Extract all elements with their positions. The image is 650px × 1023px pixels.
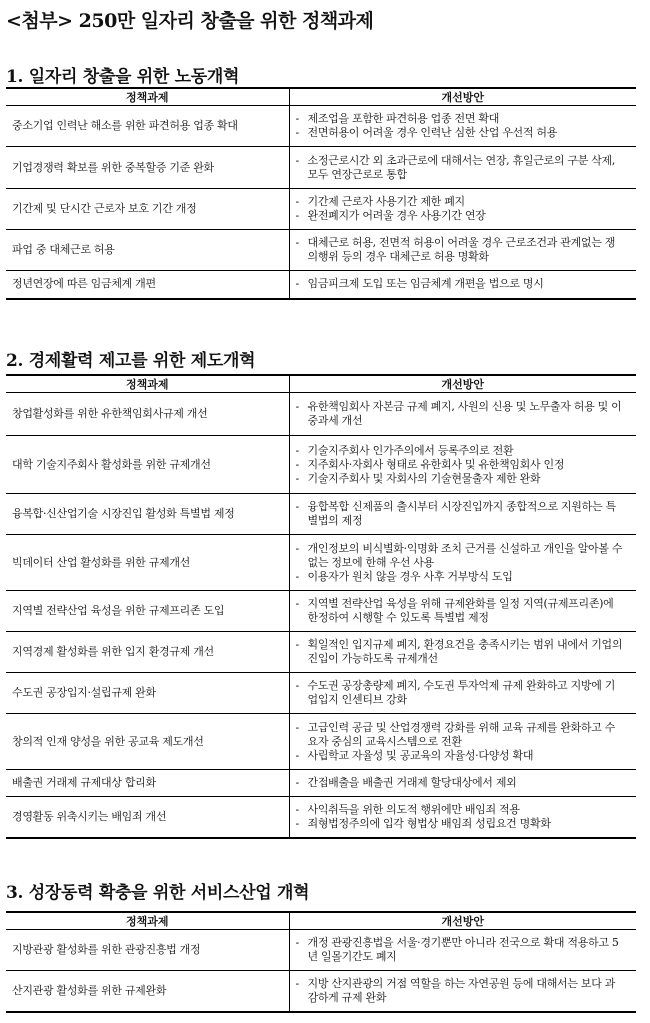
task-cell: 파업 중 대체근로 허용 xyxy=(6,230,289,271)
plan-item: - 개인정보의 비식별화·익명화 조치 근거를 신설하고 개인을 알아볼 수 없는 정보에 한해 우선 사용 xyxy=(295,541,623,569)
task-cell: 빅데이터 산업 활성화를 위한 규제개선 xyxy=(6,535,289,591)
plan-item: - 고급인력 공급 및 산업경쟁력 강화를 위해 교육 규제를 완화하고 수요자 중심의 교육시스템으로 전환 xyxy=(295,720,616,748)
header-task: 정책과제 xyxy=(6,912,289,930)
plan-item: - 사익취득을 위한 의도적 행위에만 배임죄 적용 xyxy=(295,802,520,816)
header-task: 정책과제 xyxy=(6,375,289,393)
table-row xyxy=(6,230,636,271)
table-header xyxy=(6,88,636,106)
plan-item: - 기술지주회사 및 자회사의 기술현물출자 제한 완화 xyxy=(295,471,541,485)
table-row xyxy=(6,106,636,147)
plan-item: - 죄형법정주의에 입각 형법상 배임죄 성립요건 명확화 xyxy=(295,816,551,830)
task-cell: 지역경제 활성화를 위한 입지 환경규제 개선 xyxy=(6,632,289,673)
header-plan: 개선방안 xyxy=(289,912,636,930)
task-cell: 정년연장에 따른 임금체계 개편 xyxy=(6,271,289,299)
header-plan: 개선방안 xyxy=(289,375,636,393)
task-cell: 기간제 및 단시간 근로자 보호 기간 개정 xyxy=(6,189,289,230)
table-row xyxy=(6,797,636,838)
header-plan: 개선방안 xyxy=(289,88,636,106)
plan-cell xyxy=(289,591,636,632)
plan-item: - 융합복합 신제품의 출시부터 시장진입까지 종합적으로 지원하는 특별법의 제정 xyxy=(295,500,616,527)
plan-cell xyxy=(289,714,636,770)
section-3-table xyxy=(6,911,636,1013)
table-row xyxy=(6,147,636,189)
table-header xyxy=(6,375,636,393)
table-row xyxy=(6,189,636,230)
plan-cell xyxy=(289,930,636,971)
table-row xyxy=(6,714,636,770)
plan-cell xyxy=(289,673,636,714)
task-cell: 기업경쟁력 확보를 위한 중복할증 기준 완화 xyxy=(6,147,289,189)
task-cell: 융복합·신산업기술 시장진입 활성화 특별법 제정 xyxy=(6,494,289,535)
table-row xyxy=(6,271,636,299)
plan-cell xyxy=(289,494,636,535)
plan-item: - 지주회사·자회사 형태로 유한회사 및 유한책임회사 인정 xyxy=(295,457,565,471)
table-row xyxy=(6,930,636,971)
task-cell: 산지관광 활성화를 위한 규제완화 xyxy=(6,971,289,1012)
task-cell: 배출권 거래제 규제대상 합리화 xyxy=(6,770,289,797)
table-row xyxy=(6,673,636,714)
table-row xyxy=(6,591,636,632)
plan-item: - 완전폐지가 어려울 경우 사용기간 연장 xyxy=(295,209,486,222)
plan-item: - 지역별 전략산업 육성을 위해 규제완화를 일정 지역(규제프리존)에 한정하여 시행할 수 있도록 특별법 제정 xyxy=(295,597,614,624)
table-row xyxy=(6,971,636,1012)
plan-item: - 획일적인 입지규제 폐지, 환경요건을 충족시키는 범위 내에서 기업의 진입이 가능하도록 규제개선 xyxy=(295,638,623,665)
plan-cell xyxy=(289,106,636,147)
plan-cell xyxy=(289,147,636,189)
plan-cell xyxy=(289,632,636,673)
page-title: <첨부> 250만 일자리 창출을 위한 정책과제 xyxy=(6,10,374,32)
plan-cell xyxy=(289,393,636,436)
table-row xyxy=(6,632,636,673)
plan-item: - 기술지주회사 인가주의에서 등록주의로 전환 xyxy=(295,443,514,457)
plan-cell xyxy=(289,770,636,797)
table-row xyxy=(6,535,636,591)
plan-cell xyxy=(289,436,636,494)
section-2-table xyxy=(6,374,636,839)
header-task: 정책과제 xyxy=(6,88,289,106)
plan-cell xyxy=(289,797,636,838)
task-cell: 대학 기술지주회사 활성화를 위한 규제개선 xyxy=(6,436,289,494)
task-cell: 중소기업 인력난 해소를 위한 파견허용 업종 확대 xyxy=(6,106,289,147)
plan-cell xyxy=(289,189,636,230)
plan-item: - 소정근로시간 외 초과근로에 대해서는 연장, 휴일근로의 구분 삭제, 모두 연장근로로 통합 xyxy=(295,153,616,181)
plan-item: - 이용자가 원치 않을 경우 사후 거부방식 도입 xyxy=(295,569,513,583)
plan-item: - 사립학교 자율성 및 공교육의 자율성·다양성 확대 xyxy=(295,748,534,762)
plan-cell xyxy=(289,271,636,299)
plan-cell xyxy=(289,535,636,591)
table-row xyxy=(6,494,636,535)
task-cell: 지역별 전략산업 육성을 위한 규제프리존 도입 xyxy=(6,591,289,632)
table-row xyxy=(6,393,636,436)
section-1-table xyxy=(6,87,636,300)
plan-item: - 수도권 공장총량제 폐지, 수도권 투자억제 규제 완화하고 지방에 기업입지 인센티브 강화 xyxy=(295,679,616,706)
plan-cell xyxy=(289,230,636,271)
task-cell: 지방관광 활성화를 위한 관광진흥법 개정 xyxy=(6,930,289,971)
section-1-heading: 1. 일자리 창출을 위한 노동개혁 xyxy=(6,67,240,87)
table-row xyxy=(6,436,636,494)
plan-item: - 전면허용이 어려울 경우 인력난 심한 산업 우선적 허용 xyxy=(295,126,558,139)
task-cell: 경영활동 위축시키는 배임죄 개선 xyxy=(6,797,289,838)
section-3-heading: 3. 성장동력 확충을 위한 서비스산업 개혁 xyxy=(6,883,310,903)
plan-item: - 임금피크제 도입 또는 임금체계 개편을 법으로 명시 xyxy=(295,277,544,291)
plan-item: - 간접배출을 배출권 거래제 할당대상에서 제외 xyxy=(295,776,517,789)
table-header xyxy=(6,912,636,930)
plan-cell xyxy=(289,971,636,1012)
section-2-heading: 2. 경제활력 제고를 위한 제도개혁 xyxy=(6,351,256,371)
task-cell: 창의적 인재 양성을 위한 공교육 제도개선 xyxy=(6,714,289,770)
plan-item: - 대체근로 허용, 전면적 허용이 어려울 경우 근로조건과 관계없는 쟁의행위 등의 경우 대체근로 허용 명확화 xyxy=(295,236,616,263)
task-cell: 수도권 공장입지·설립규제 완화 xyxy=(6,673,289,714)
task-cell: 창업활성화를 위한 유한책임회사규제 개선 xyxy=(6,393,289,436)
table-row xyxy=(6,770,636,797)
plan-item: - 개정 관광진흥법을 서울·경기뿐만 아니라 전국으로 확대 적용하고 5년 일몰기간도 폐지 xyxy=(295,936,619,963)
plan-item: - 제조업을 포함한 파견허용 업종 전면 확대 xyxy=(295,112,500,125)
plan-item: - 지방 산지관광의 거점 역할을 하는 자연공원 등에 대해서는 보다 과감하게 규제 완화 xyxy=(295,976,616,1004)
plan-item: - 기간제 근로자 사용기간 제한 폐지 xyxy=(295,195,465,208)
plan-item: - 유한책임회사 자본금 규제 폐지, 사원의 신용 및 노무출자 허용 및 이중과세 개선 xyxy=(295,400,622,427)
